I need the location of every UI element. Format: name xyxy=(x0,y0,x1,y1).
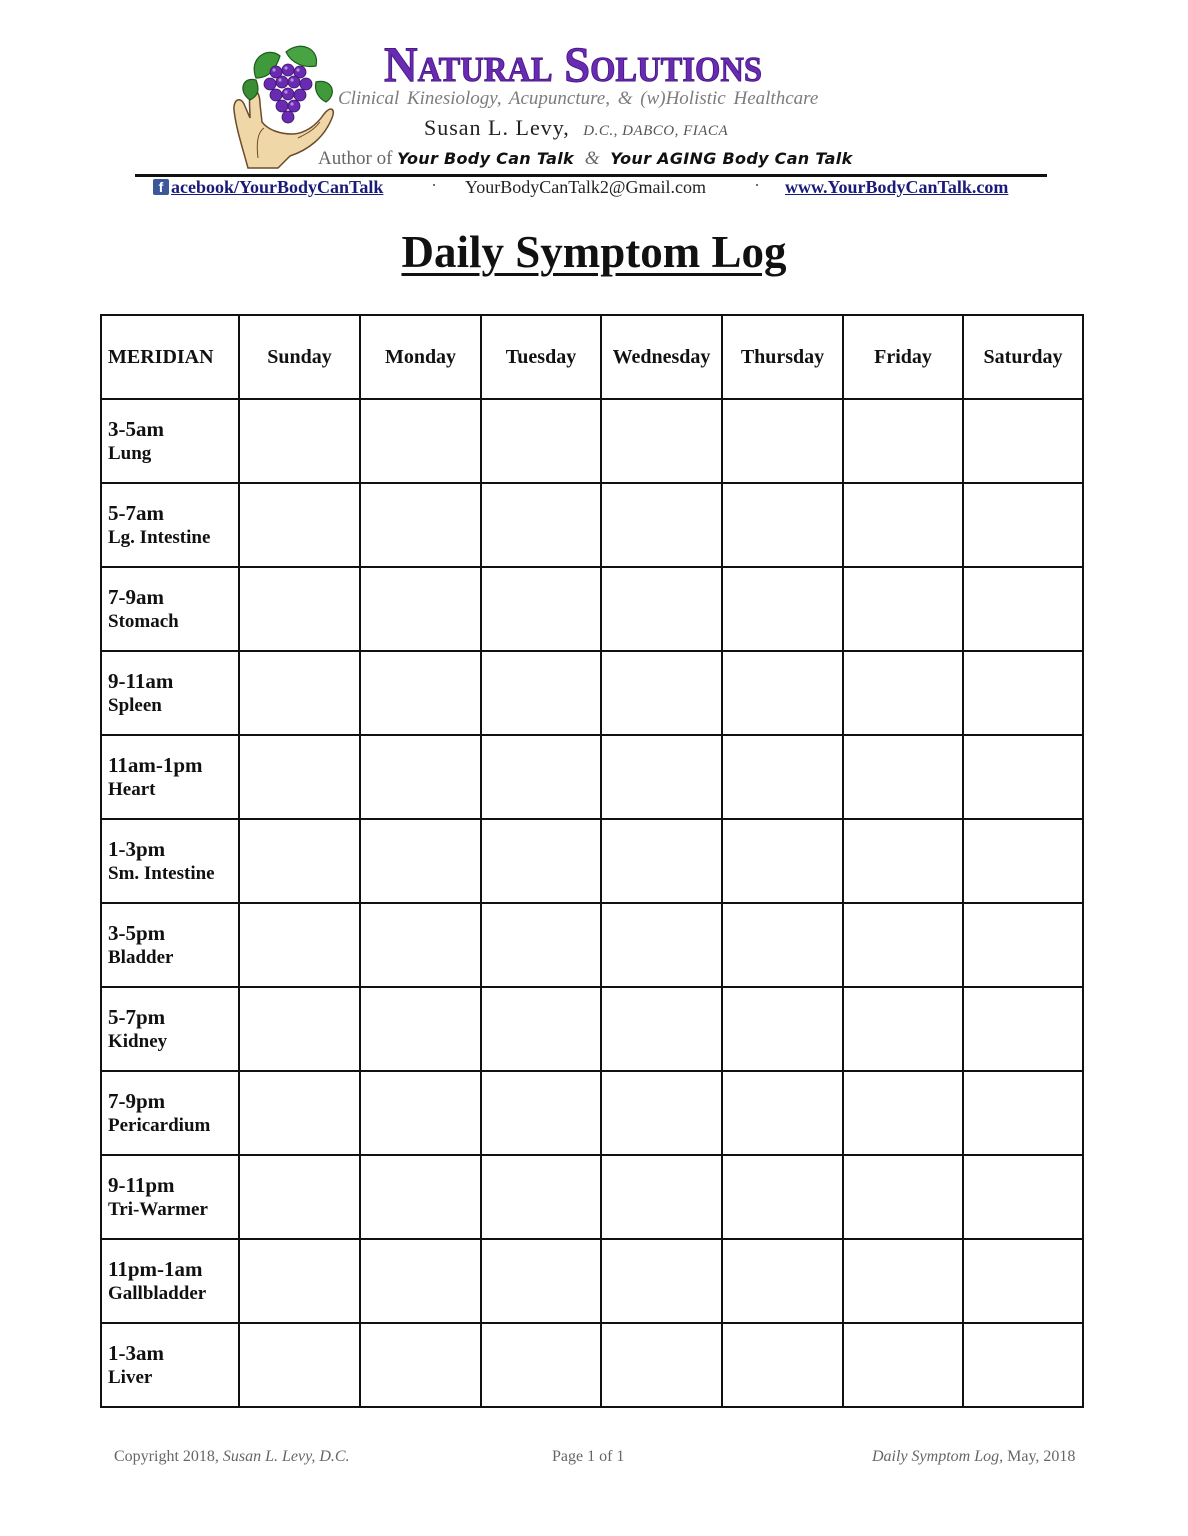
email-address: YourBodyCanTalk2@Gmail.com xyxy=(465,177,706,197)
entry-cell-tuesday[interactable] xyxy=(481,819,601,903)
author-name: Susan L. Levy, xyxy=(424,115,570,140)
page-title: Daily Symptom Log xyxy=(401,227,787,277)
entry-cell-sunday[interactable] xyxy=(239,1323,360,1407)
footer-doc-info xyxy=(872,1448,1075,1466)
author-line xyxy=(424,115,728,141)
entry-cell-thursday[interactable] xyxy=(722,1323,843,1407)
entry-cell-saturday[interactable] xyxy=(963,1071,1083,1155)
meridian-cell xyxy=(101,987,239,1071)
meridian-time: 11pm-1am xyxy=(108,1257,203,1281)
entry-cell-sunday[interactable] xyxy=(239,483,360,567)
entry-cell-wednesday[interactable] xyxy=(601,735,722,819)
separator-dot: · xyxy=(431,175,437,195)
meridian-cell xyxy=(101,567,239,651)
entry-cell-wednesday[interactable] xyxy=(601,651,722,735)
entry-cell-friday[interactable] xyxy=(843,987,963,1071)
meridian-organ: Liver xyxy=(108,1367,153,1388)
footer-page-number: Page 1 of 1 xyxy=(552,1448,625,1465)
entry-cell-saturday[interactable] xyxy=(963,735,1083,819)
entry-cell-sunday[interactable] xyxy=(239,735,360,819)
meridian-organ: Tri-Warmer xyxy=(108,1199,208,1220)
entry-cell-wednesday[interactable] xyxy=(601,1239,722,1323)
meridian-organ: Spleen xyxy=(108,695,162,716)
meridian-organ: Bladder xyxy=(108,947,174,968)
footer-doc-name: Daily Symptom Log, xyxy=(872,1448,1004,1465)
meridian-cell xyxy=(101,1071,239,1155)
entry-cell-saturday[interactable] xyxy=(963,651,1083,735)
meridian-cell xyxy=(101,483,239,567)
copyright-author: Susan L. Levy, D.C. xyxy=(222,1448,350,1465)
entry-cell-tuesday[interactable] xyxy=(481,1239,601,1323)
entry-cell-sunday[interactable] xyxy=(239,1071,360,1155)
entry-cell-sunday[interactable] xyxy=(239,1239,360,1323)
column-header-monday: Monday xyxy=(360,315,481,399)
entry-cell-sunday[interactable] xyxy=(239,651,360,735)
entry-cell-thursday[interactable] xyxy=(722,567,843,651)
column-header-tuesday: Tuesday xyxy=(481,315,601,399)
entry-cell-monday[interactable] xyxy=(360,1323,481,1407)
entry-cell-friday[interactable] xyxy=(843,567,963,651)
books-ampersand: & xyxy=(584,148,600,169)
entry-cell-saturday[interactable] xyxy=(963,399,1083,483)
entry-cell-sunday[interactable] xyxy=(239,567,360,651)
entry-cell-monday[interactable] xyxy=(360,399,481,483)
table-row xyxy=(101,651,1083,735)
entry-cell-monday[interactable] xyxy=(360,1071,481,1155)
entry-cell-friday[interactable] xyxy=(843,399,963,483)
entry-cell-wednesday[interactable] xyxy=(601,1155,722,1239)
meridian-time: 9-11am xyxy=(108,669,174,693)
table-row xyxy=(101,483,1083,567)
entry-cell-friday[interactable] xyxy=(843,1239,963,1323)
meridian-organ: Pericardium xyxy=(108,1115,211,1136)
entry-cell-monday[interactable] xyxy=(360,735,481,819)
column-header-wednesday: Wednesday xyxy=(601,315,722,399)
entry-cell-saturday[interactable] xyxy=(963,1239,1083,1323)
entry-cell-saturday[interactable] xyxy=(963,567,1083,651)
entry-cell-friday[interactable] xyxy=(843,819,963,903)
meridian-time: 5-7pm xyxy=(108,1005,166,1029)
entry-cell-tuesday[interactable] xyxy=(481,567,601,651)
entry-cell-monday[interactable] xyxy=(360,567,481,651)
book-title-1: Your Body Can Talk xyxy=(397,149,575,168)
meridian-cell xyxy=(101,903,239,987)
entry-cell-thursday[interactable] xyxy=(722,903,843,987)
meridian-cell xyxy=(101,1323,239,1407)
symptom-log-table xyxy=(100,314,1084,1408)
entry-cell-saturday[interactable] xyxy=(963,1323,1083,1407)
column-header-thursday: Thursday xyxy=(722,315,843,399)
meridian-time: 11am-1pm xyxy=(108,753,203,777)
footer-doc-date: May, 2018 xyxy=(1007,1448,1076,1465)
meridian-organ: Lung xyxy=(108,443,152,464)
footer-copyright xyxy=(114,1448,350,1466)
table-header-row xyxy=(101,315,1083,399)
meridian-cell xyxy=(101,735,239,819)
entry-cell-tuesday[interactable] xyxy=(481,1323,601,1407)
tagline: Clinical Kinesiology, Acupuncture, & (w)Holistic Healthcare xyxy=(338,88,819,109)
meridian-time: 1-3pm xyxy=(108,837,166,861)
meridian-time: 3-5am xyxy=(108,417,164,441)
meridian-organ: Kidney xyxy=(108,1031,168,1052)
entry-cell-thursday[interactable] xyxy=(722,1239,843,1323)
entry-cell-monday[interactable] xyxy=(360,1155,481,1239)
entry-cell-friday[interactable] xyxy=(843,735,963,819)
entry-cell-tuesday[interactable] xyxy=(481,483,601,567)
author-credentials: D.C., DABCO, FIACA xyxy=(583,123,729,139)
entry-cell-wednesday[interactable] xyxy=(601,819,722,903)
meridian-organ: Lg. Intestine xyxy=(108,527,211,548)
meridian-organ: Heart xyxy=(108,779,156,800)
table-row xyxy=(101,567,1083,651)
entry-cell-thursday[interactable] xyxy=(722,987,843,1071)
entry-cell-tuesday[interactable] xyxy=(481,1071,601,1155)
table-row xyxy=(101,819,1083,903)
meridian-time: 7-9am xyxy=(108,585,164,609)
entry-cell-thursday[interactable] xyxy=(722,651,843,735)
entry-cell-thursday[interactable] xyxy=(722,483,843,567)
entry-cell-tuesday[interactable] xyxy=(481,987,601,1071)
entry-cell-friday[interactable] xyxy=(843,903,963,987)
entry-cell-saturday[interactable] xyxy=(963,903,1083,987)
entry-cell-tuesday[interactable] xyxy=(481,735,601,819)
brand-name: Natural Solutions xyxy=(384,36,762,92)
meridian-cell xyxy=(101,651,239,735)
meridian-cell xyxy=(101,819,239,903)
website-link[interactable]: www.YourBodyCanTalk.com xyxy=(785,177,1009,197)
entry-cell-thursday[interactable] xyxy=(722,1071,843,1155)
table-row xyxy=(101,735,1083,819)
entry-cell-wednesday[interactable] xyxy=(601,1323,722,1407)
entry-cell-sunday[interactable] xyxy=(239,819,360,903)
meridian-cell xyxy=(101,399,239,483)
meridian-cell xyxy=(101,1155,239,1239)
entry-cell-wednesday[interactable] xyxy=(601,1071,722,1155)
entry-cell-monday[interactable] xyxy=(360,987,481,1071)
facebook-icon[interactable]: f xyxy=(153,179,169,195)
meridian-organ: Stomach xyxy=(108,611,179,632)
entry-cell-wednesday[interactable] xyxy=(601,987,722,1071)
entry-cell-saturday[interactable] xyxy=(963,1155,1083,1239)
entry-cell-monday[interactable] xyxy=(360,819,481,903)
contact-line xyxy=(153,177,1053,199)
facebook-link[interactable]: acebook/YourBodyCanTalk xyxy=(171,177,384,197)
table-row xyxy=(101,1155,1083,1239)
entry-cell-sunday[interactable] xyxy=(239,903,360,987)
entry-cell-thursday[interactable] xyxy=(722,1155,843,1239)
entry-cell-monday[interactable] xyxy=(360,903,481,987)
column-header-sunday: Sunday xyxy=(239,315,360,399)
table-body xyxy=(101,399,1083,1407)
entry-cell-sunday[interactable] xyxy=(239,399,360,483)
entry-cell-thursday[interactable] xyxy=(722,735,843,819)
copyright-text: Copyright 2018, xyxy=(114,1448,219,1465)
entry-cell-tuesday[interactable] xyxy=(481,651,601,735)
meridian-time: 7-9pm xyxy=(108,1089,166,1113)
entry-cell-thursday[interactable] xyxy=(722,399,843,483)
meridian-time: 3-5pm xyxy=(108,921,166,945)
meridian-organ: Gallbladder xyxy=(108,1283,207,1304)
entry-cell-friday[interactable] xyxy=(843,1071,963,1155)
table-row xyxy=(101,399,1083,483)
meridian-cell xyxy=(101,1239,239,1323)
entry-cell-saturday[interactable] xyxy=(963,819,1083,903)
entry-cell-tuesday[interactable] xyxy=(481,1155,601,1239)
meridian-time: 1-3am xyxy=(108,1341,164,1365)
entry-cell-friday[interactable] xyxy=(843,651,963,735)
entry-cell-wednesday[interactable] xyxy=(601,903,722,987)
column-header-meridian: MERIDIAN xyxy=(101,315,239,399)
table-row xyxy=(101,903,1083,987)
entry-cell-monday[interactable] xyxy=(360,1239,481,1323)
books-prefix: Author of xyxy=(318,148,393,169)
entry-cell-saturday[interactable] xyxy=(963,483,1083,567)
entry-cell-wednesday[interactable] xyxy=(601,483,722,567)
entry-cell-monday[interactable] xyxy=(360,483,481,567)
table-row xyxy=(101,987,1083,1071)
meridian-time: 5-7am xyxy=(108,501,164,525)
table-row xyxy=(101,1071,1083,1155)
entry-cell-wednesday[interactable] xyxy=(601,567,722,651)
entry-cell-sunday[interactable] xyxy=(239,987,360,1071)
entry-cell-wednesday[interactable] xyxy=(601,399,722,483)
entry-cell-sunday[interactable] xyxy=(239,1155,360,1239)
entry-cell-tuesday[interactable] xyxy=(481,399,601,483)
column-header-friday: Friday xyxy=(843,315,963,399)
meridian-organ: Sm. Intestine xyxy=(108,863,215,884)
meridian-time: 9-11pm xyxy=(108,1173,175,1197)
entry-cell-saturday[interactable] xyxy=(963,987,1083,1071)
separator-dot: · xyxy=(754,175,760,195)
books-line xyxy=(318,148,853,170)
entry-cell-monday[interactable] xyxy=(360,651,481,735)
entry-cell-thursday[interactable] xyxy=(722,819,843,903)
book-title-2: Your AGING Body Can Talk xyxy=(610,149,853,168)
column-header-saturday: Saturday xyxy=(963,315,1083,399)
entry-cell-friday[interactable] xyxy=(843,483,963,567)
table-row xyxy=(101,1239,1083,1323)
table-row xyxy=(101,1323,1083,1407)
entry-cell-friday[interactable] xyxy=(843,1155,963,1239)
entry-cell-friday[interactable] xyxy=(843,1323,963,1407)
entry-cell-tuesday[interactable] xyxy=(481,903,601,987)
